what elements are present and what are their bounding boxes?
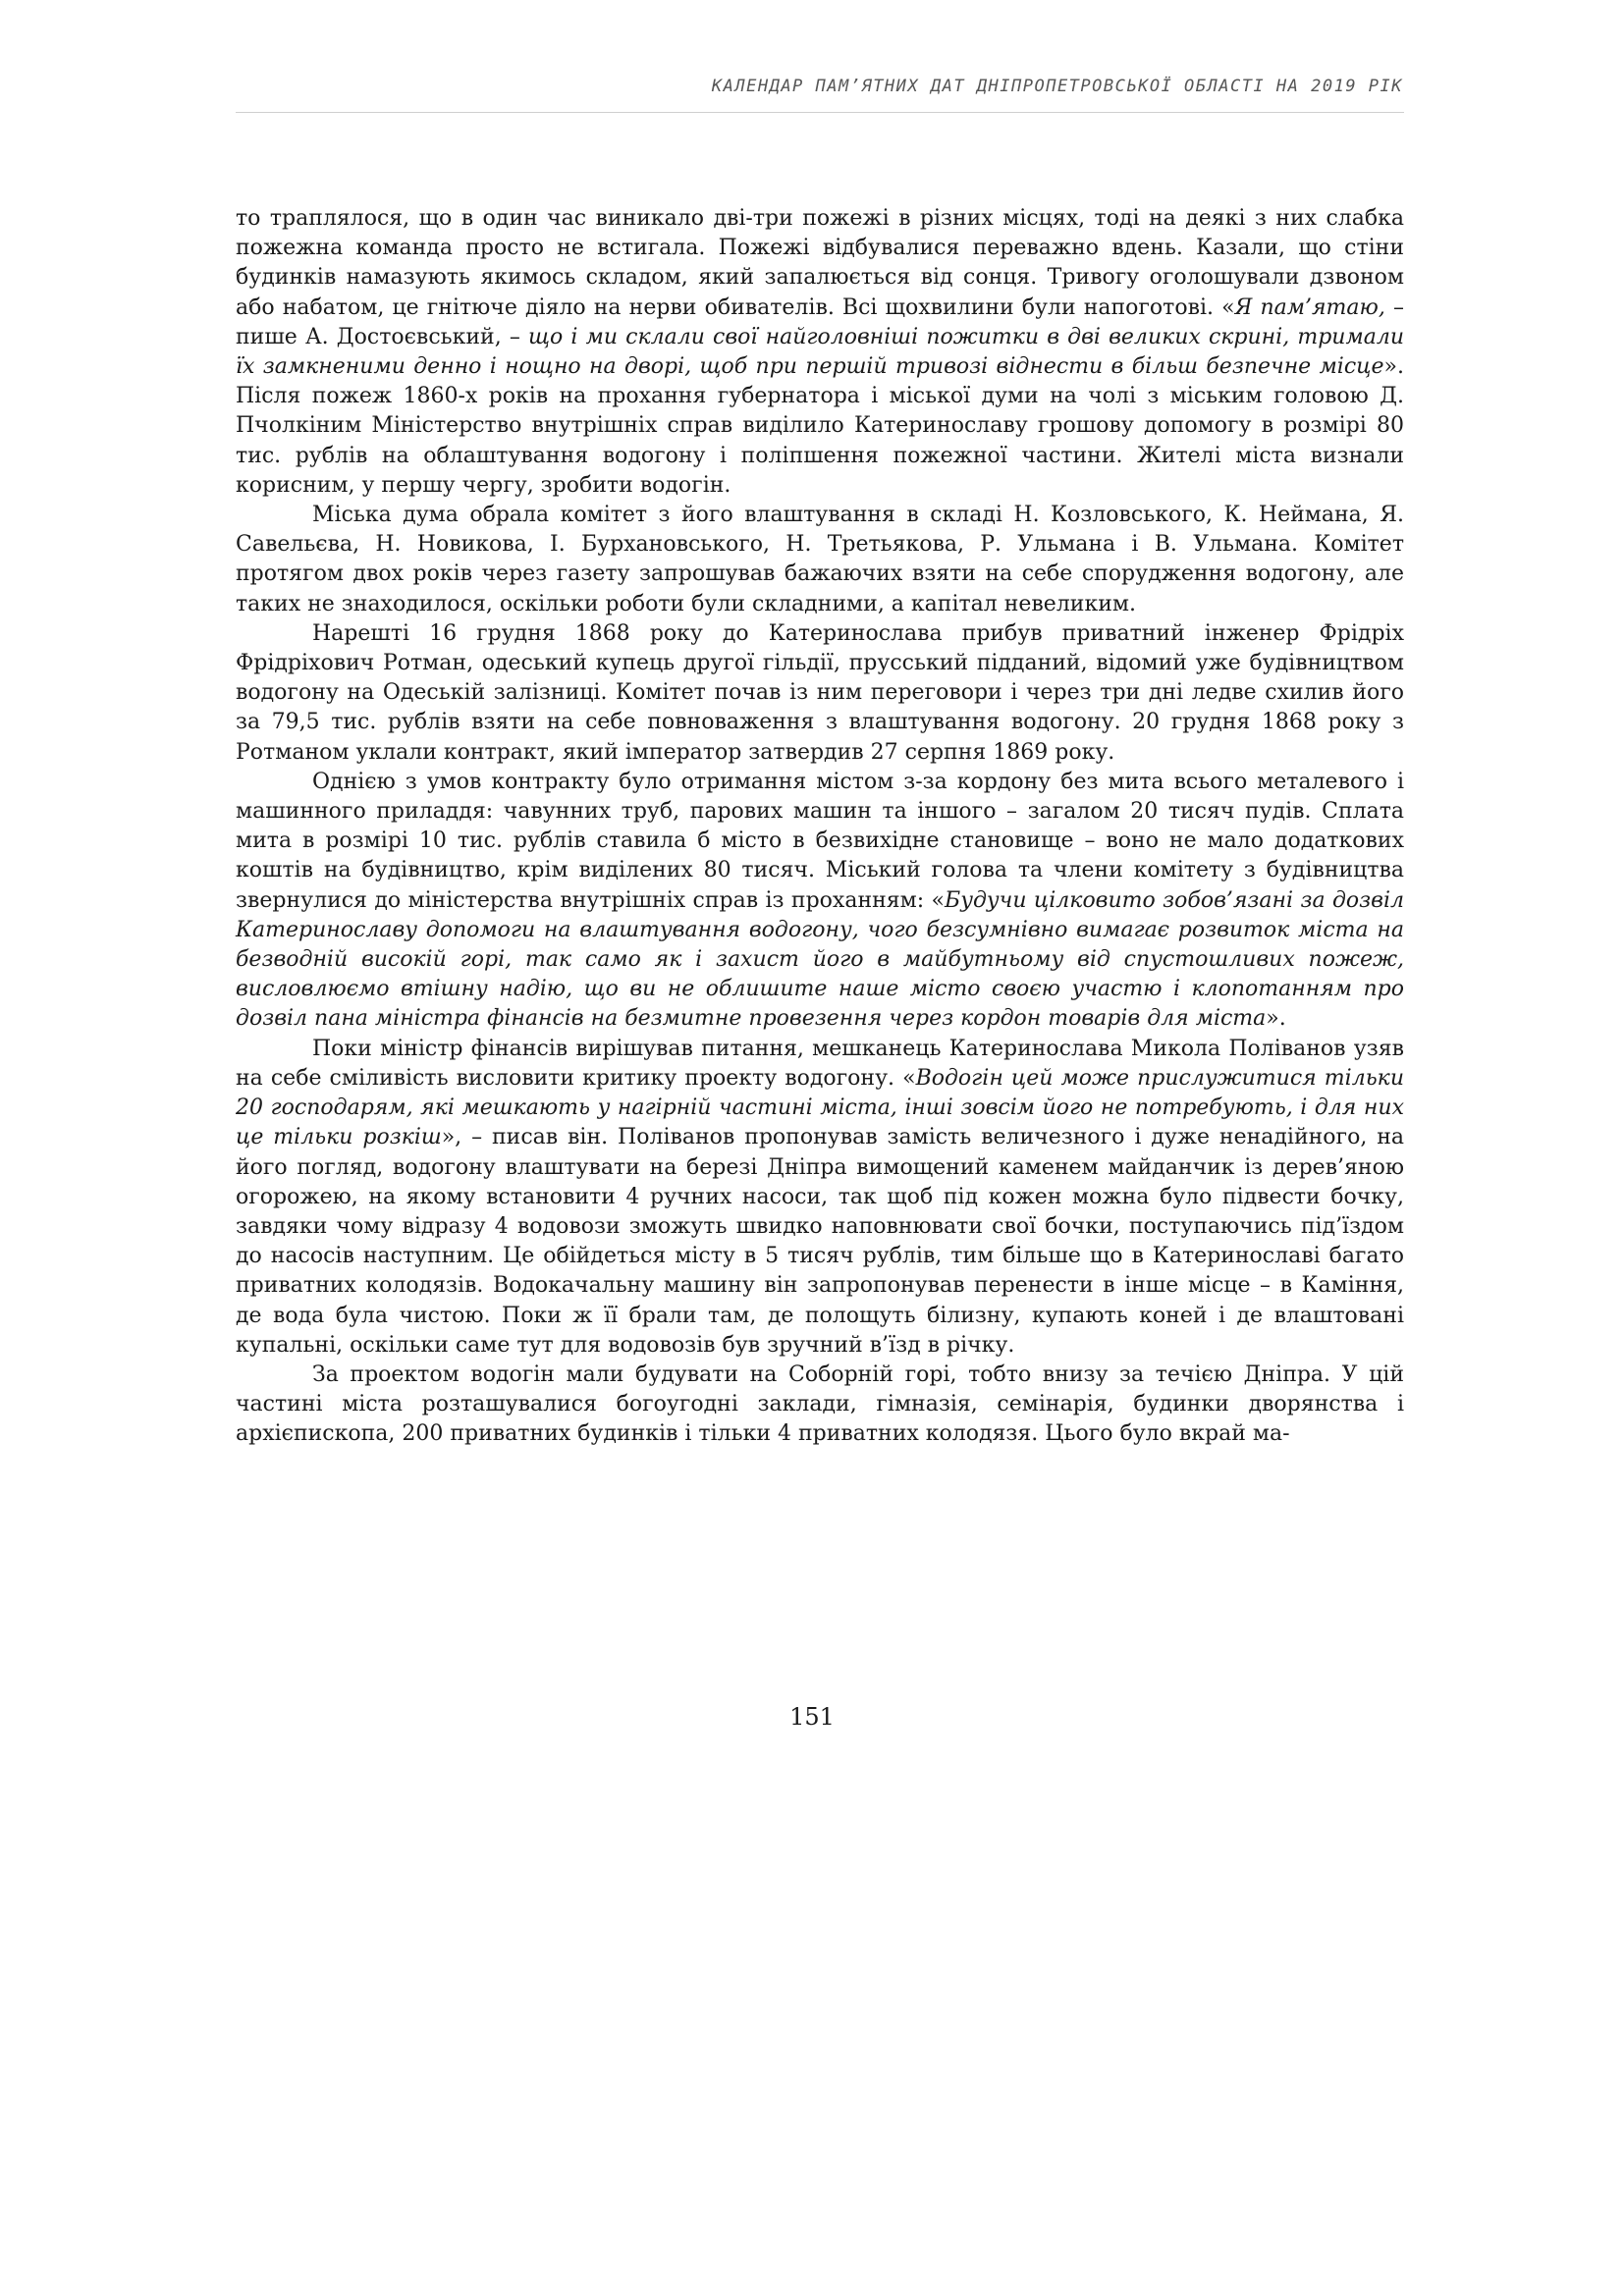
- paragraph: [236, 204, 1404, 501]
- paragraph-text: ». Після пожеж 1860-х років на прохання губернатора і міської думи на чолі з міським головою Д. Пчолкіним Міністерство внутрішніх справ виділило Катеринославу грошову допомогу в розмірі 80 тис. рублів на облаштування водогону і поліпшення пожежної частини. Жителі міста визнали корисним, у першу чергу, зробити водогін.: [236, 354, 1404, 498]
- running-header: КАЛЕНДАР ПАМ’ЯТНИХ ДАТ ДНІПРОПЕТРОВСЬКОЇ ОБЛАСТІ НА 2019 РІК: [711, 77, 1403, 96]
- paragraph-text: Міська дума обрала комітет з його влаштування в складі Н. Козловського, К. Неймана, Я. Савельєва, Н. Новикова, І. Бурхановського, Н. Третьякова, Р. Ульмана і В. Ульмана. Комітет протягом двох років через газету запрошував бажаючих взяти на себе спорудження водогону, але таких не знаходилося, оскільки роботи були складними, а капітал невеликим.: [236, 503, 1404, 616]
- paragraph: [236, 1035, 1404, 1361]
- paragraph-text: За проектом водогін мали будувати на Соборній горі, тобто внизу за течією Дніпра. У цій частині міста розташувалися богоугодні заклади, гімназія, семінарія, будинки дворянства і архієпископа, 200 приватних будинків і тільки 4 приватних колодязя. Цього було вкрай ма-: [236, 1362, 1404, 1447]
- paragraph: [236, 1361, 1404, 1450]
- paragraph-text: », – писав він. Поліванов пропонував замість величезного і дуже ненадійного, на його погляд, водогону влаштувати на березі Дніпра вимощений каменем майданчик із дерев’яною огорожею, на якому встановити 4 ручних насоси, так щоб під кожен можна було підвести бочку, завдяки чому відразу 4 водовози зможуть швидко наповнювати свої бочки, поступаючись під’їздом до насосів наступним. Це обійдеться місту в 5 тисяч рублів, тим більше що в Катеринославі багато приватних колодязів. Водокачальну машину він запропонував перенести в інше місце – в Каміння, де вода була чистою. Поки ж її брали там, де полощуть білизну, купають коней і де влаштовані купальні, оскільки саме тут для водовозів був зручний в’їзд в річку.: [236, 1125, 1404, 1358]
- paragraph-text: – пише А. Достоєвський, –: [236, 294, 1405, 349]
- quotation-text: Будучи цілковито зобов’язані за дозвіл Катеринославу допомоги на влаштування водогону, чого безсумнівно вимагає розвиток міста на безводній високій горі, так само як і захист його в майбутньому від спустошливих пожеж, висловлюємо втішну надію, що ви не облишите наше місто своєю участю і клопотанням про дозвіл пана міністра фінансів на безмитне провезення через кордон товарів для міста: [236, 887, 1404, 1032]
- header-rule: [236, 112, 1404, 113]
- page-number: 151: [789, 1703, 835, 1731]
- quotation-text: що і ми склали свої найголовніші пожитки в дві великих скрині, тримали їх замкненими денно і нощно на дворі, щоб при першій тривозі віднести в більш безпечне місце: [236, 324, 1404, 380]
- body-text: [236, 204, 1404, 1450]
- paragraph-text: Нарешті 16 грудня 1868 року до Катеринослава прибув приватний інженер Фрідріх Фрідріхович Ротман, одеський купець другої гільдії, прусський підданий, відомий уже будівництвом водогону на Одеській залізниці. Комітет почав із ним переговори і через три дні ледве схилив його за 79,5 тис. рублів взяти на себе повноваження з влаштування водогону. 20 грудня 1868 року з Ротманом уклали контракт, який імператор затвердив 27 серпня 1869 року.: [236, 620, 1404, 765]
- paragraph-text: Однією з умов контракту було отримання містом з-за кордону без мита всього металевого і машинного приладдя: чавунних труб, парових машин та іншого – загалом 20 тисяч пудів. Сплата мита в розмірі 10 тис. рублів ставила б місто в безвихідне становище – воно не мало додаткових коштів на будівництво, крім виділених 80 тисяч. Міський голова та члени комітету з будівництва звернулися до міністерства внутрішніх справ із проханням: «: [236, 769, 1404, 913]
- paragraph: [236, 619, 1404, 768]
- paragraph-text: Поки міністр фінансів вирішував питання, мешканець Катеринослава Микола Поліванов узяв на себе сміливість висловити критику проекту водогону. «: [236, 1036, 1404, 1091]
- paragraph: [236, 768, 1404, 1035]
- paragraph-text: ».: [1266, 1006, 1286, 1032]
- quotation-text: Я пам’ятаю,: [1234, 294, 1385, 320]
- quotation-text: Водогін цей може прислужитися тільки 20 господарям, які мешкають у нагірній частині міста, інші зовсім його не потребують, і для них це тільки розкіш: [236, 1065, 1404, 1150]
- paragraph-text: то траплялося, що в один час виникало дві-три пожежі в різних місцях, тоді на деякі з них слабка пожежна команда просто не встигала. Пожежі відбувалися переважно вдень. Казали, що стіни будинків намазують якимось складом, який запалюється від сонця. Тривогу оголошували дзвоном або набатом, це гнітюче діяло на нерви обивателів. Всі щохвилини були напоготові. «: [236, 206, 1404, 320]
- paragraph: [236, 501, 1404, 619]
